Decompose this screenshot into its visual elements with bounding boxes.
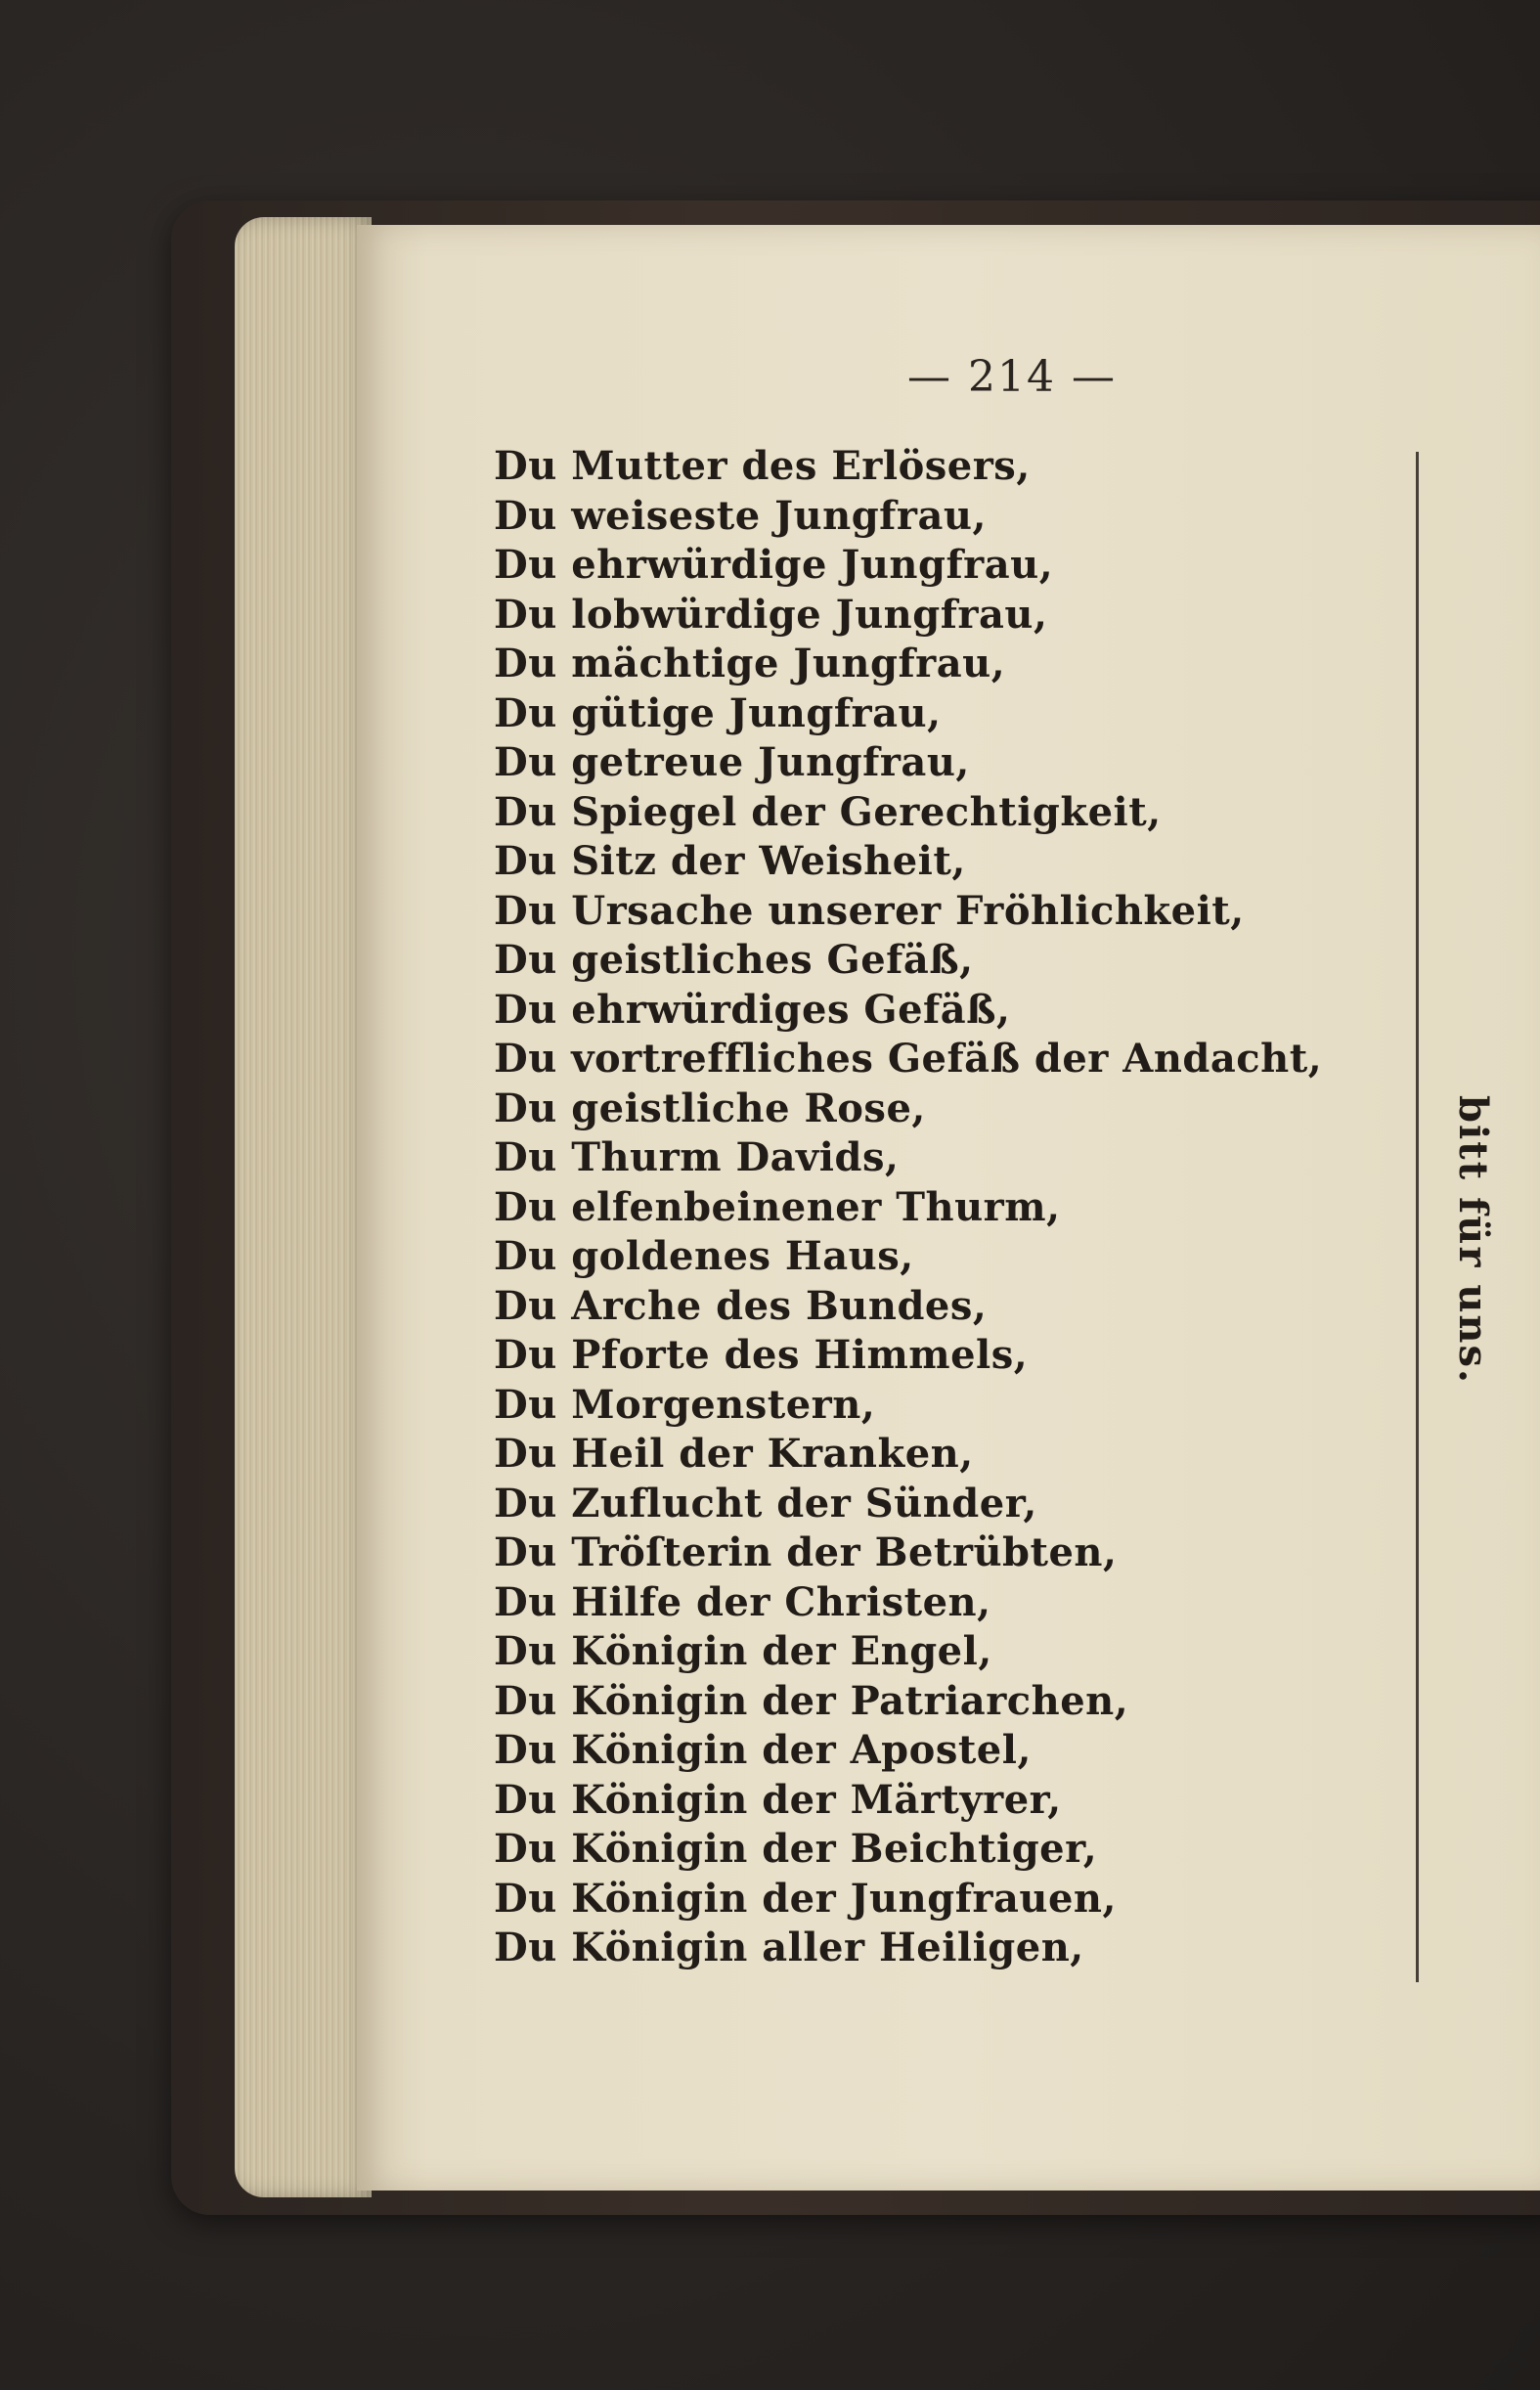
litany-line: Du Mutter des Erlösers, bbox=[494, 443, 1031, 489]
litany-line: Du Ursache unserer Fröhlichkeit, bbox=[494, 887, 1245, 934]
litany-line: Du weiseste Jungfrau, bbox=[494, 492, 987, 539]
litany-line: Du ehrwürdige Jungfrau, bbox=[494, 542, 1054, 588]
litany-line: Du Königin der Märtyrer, bbox=[494, 1776, 1062, 1823]
litany-line: Du Morgenstern, bbox=[494, 1381, 876, 1428]
litany-line: Du ehrwürdiges Gefäß, bbox=[494, 986, 1011, 1033]
litany-line: Du Hilfe der Christen, bbox=[494, 1578, 991, 1625]
litany-line: Du mächtige Jungfrau, bbox=[494, 641, 1006, 686]
litany-line: Du lobwürdige Jungfrau, bbox=[494, 591, 1048, 638]
vertical-rule bbox=[1416, 452, 1419, 1982]
litany-line: Du Königin der Beichtiger, bbox=[494, 1826, 1098, 1872]
page-number: — 214 — bbox=[907, 352, 1117, 402]
litany-line: Du Tröſterin der Betrübten, bbox=[494, 1529, 1118, 1575]
litany-line: Du elfenbeinener Thurm, bbox=[494, 1183, 1061, 1230]
litany-line: Du Königin der Engel, bbox=[494, 1628, 992, 1674]
litany-line: Du Spiegel der Gerechtigkeit, bbox=[494, 788, 1162, 835]
litany-line: Du getreue Jungfrau, bbox=[494, 739, 970, 785]
litany-line: Du Thurm Davids, bbox=[494, 1134, 900, 1180]
litany-line: Du vortreffliches Gefäß der Andacht, bbox=[494, 1036, 1323, 1082]
litany-line: Du geistliche Rose, bbox=[494, 1084, 926, 1131]
litany-line: Du Königin aller Heiligen, bbox=[494, 1925, 1084, 1970]
litany-line: Du gütige Jungfrau, bbox=[494, 689, 942, 736]
side-response: bitt für uns. bbox=[1450, 1095, 1496, 1385]
litany-line: Du Arche des Bundes, bbox=[494, 1282, 988, 1329]
page-edges bbox=[235, 217, 372, 2197]
litany-line: Du Königin der Jungfrauen, bbox=[494, 1875, 1117, 1922]
litany-list bbox=[494, 442, 1403, 1973]
litany-line: Du geistliches Gefäß, bbox=[494, 937, 974, 983]
litany-line: Du Königin der Patriarchen, bbox=[494, 1677, 1129, 1724]
litany-line: Du Zuflucht der Sünder, bbox=[494, 1480, 1037, 1527]
litany-line: Du Königin der Apostel, bbox=[494, 1727, 1032, 1773]
litany-line: Du Heil der Kranken, bbox=[494, 1431, 974, 1477]
litany-line: Du Sitz der Weisheit, bbox=[494, 838, 966, 884]
litany-line: Du Pforte des Himmels, bbox=[494, 1332, 1029, 1378]
litany-line: Du goldenes Haus, bbox=[494, 1233, 914, 1279]
